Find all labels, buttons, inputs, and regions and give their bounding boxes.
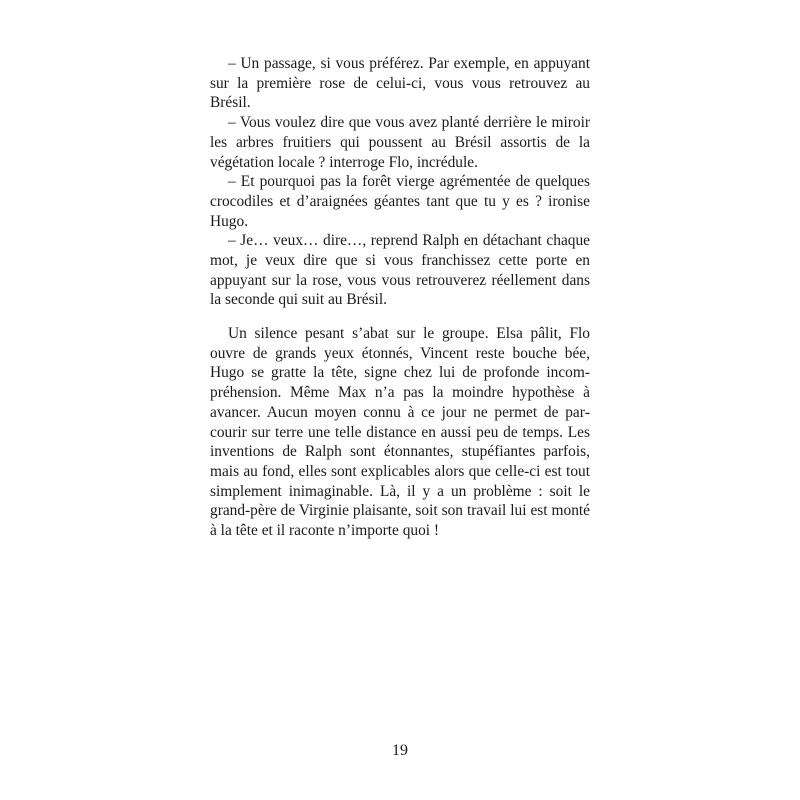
narrative-section: [210, 324, 590, 541]
dialogue-paragraph: – Et pourquoi pas la forêt vierge agrémentée de quelques crocodiles et d’araignées géantes tant que tu y es ? ironise Hugo.: [210, 173, 590, 230]
dialogue-section: [210, 54, 590, 310]
dialogue-paragraph: – Je… veux… dire…, reprend Ralph en détachant chaque mot, je veux dire que si vous franchissez cette porte en appuyant sur la rose, vous vous retrouverez réellement dans la seconde qui suit au Brésil.: [210, 232, 590, 309]
dialogue-paragraph: – Un passage, si vous préférez. Par exemple, en appuyant sur la première rose de celui-ci, vous vous retrouvez au Brésil.: [210, 55, 590, 112]
dialogue-paragraph: – Vous voulez dire que vous avez planté derrière le miroir les arbres fruitiers qui poussent au Brésil assortis de la végétation locale ? interroge Flo, incrédule.: [210, 114, 590, 171]
page-number: 19: [392, 742, 408, 759]
narrative-paragraph: Un silence pesant s’abat sur le groupe. Elsa pâlit, Flo ouvre de grands yeux étonnés, Vincent reste bouche bée, Hugo se gratte la tête, signe chez lui de profonde incompréhension. Même Max n’a pas la moindre hypothèse à avancer. Aucun moyen connu à ce jour ne permet de parcourir sur terre une telle distance en aussi peu de temps. Les inventions de Ralph sont étonnantes, stupéfiantes parfois, mais au fond, elles sont explicables alors que celle-ci est tout simplement inimaginable. Là, il y a un problème : soit le grand-père de Virginie plaisante, soit son travail lui est monté à la tête et il raconte n’importe quoi !: [210, 325, 590, 540]
